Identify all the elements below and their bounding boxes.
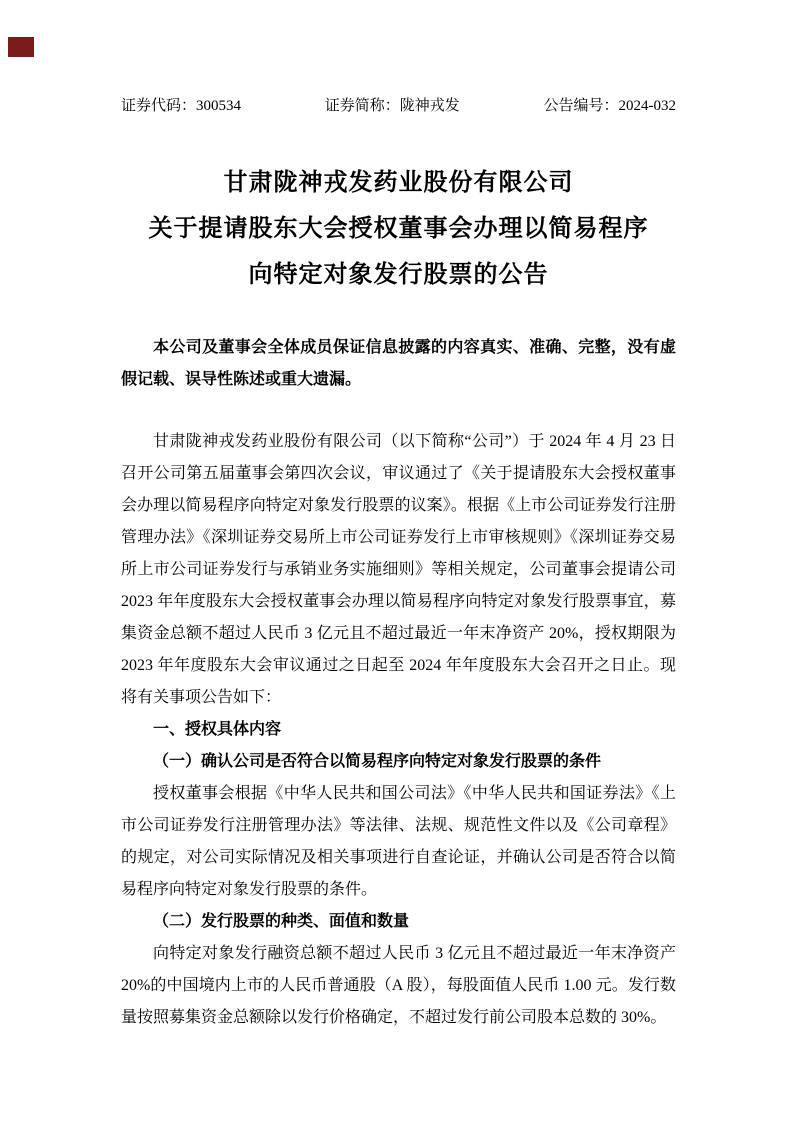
document-body [121, 426, 676, 1034]
subsection-1-1-paragraph: 授权董事会根据《中华人民共和国公司法》《中华人民共和国证券法》《上市公司证券发行注册管理办法》等法律、法规、规范性文件以及《公司章程》的规定，对公司实际情况及相关事项进行自查论证，并确认公司是否符合以简易程序向特定对象发行股票的条件。 [121, 785, 676, 898]
intro-paragraph: 甘肃陇神戎发药业股份有限公司（以下简称“公司”）于 2024 年 4 月 23 日召开公司第五届董事会第四次会议，审议通过了《关于提请股东大会授权董事会办理以简易程序向特定对象发行股票的议案》。根据《上市公司证券发行注册管理办法》《深圳证券交易所上市公司证券发行上市审核规则》《深圳证券交易所上市公司证券发行与承销业务实施细则》等相关规定，公司董事会提请公司 2023 年年度股东大会授权董事会办理以简易程序向特定对象发行股票事宜，募集资金总额不超过人民币 3 亿元且不超过最近一年末净资产 20%，授权期限为 2023 年年度股东大会审议通过之日起至 2024 年年度股东大会召开之日止。现将有关事项公告如下： [121, 433, 676, 706]
subsection-1-2-paragraph: 向特定对象发行融资总额不超过人民币 3 亿元且不超过最近一年末净资产 20%的中国境内上市的人民币普通股（A 股），每股面值人民币 1.00 元。发行数量按照募集资金总额除以发行价格确定，不超过发行前公司股本总数的 30%。 [121, 945, 676, 1026]
document-title [121, 160, 676, 298]
stock-short-name: 证券简称：陇神戎发 [324, 98, 460, 114]
document-header [121, 96, 676, 116]
title-line-company: 甘肃陇神戎发药业股份有限公司 [223, 170, 574, 196]
announcement-number: 公告编号：2024-032 [543, 98, 676, 114]
title-line-subject: 关于提请股东大会授权董事会办理以简易程序 [148, 216, 649, 242]
title-line-announcement: 向特定对象发行股票的公告 [248, 262, 549, 288]
truthfulness-declaration: 本公司及董事会全体成员保证信息披露的内容真实、准确、完整，没有虚假记载、误导性陈述或重大遗漏。 [121, 339, 676, 388]
stock-code: 证券代码：300534 [121, 98, 242, 114]
section-1-heading: 一、授权具体内容 [153, 721, 282, 738]
subsection-1-2-heading: （二）发行股票的种类、面值和数量 [153, 913, 410, 930]
subsection-1-1-heading: （一）确认公司是否符合以简易程序向特定对象发行股票的条件 [153, 753, 602, 770]
